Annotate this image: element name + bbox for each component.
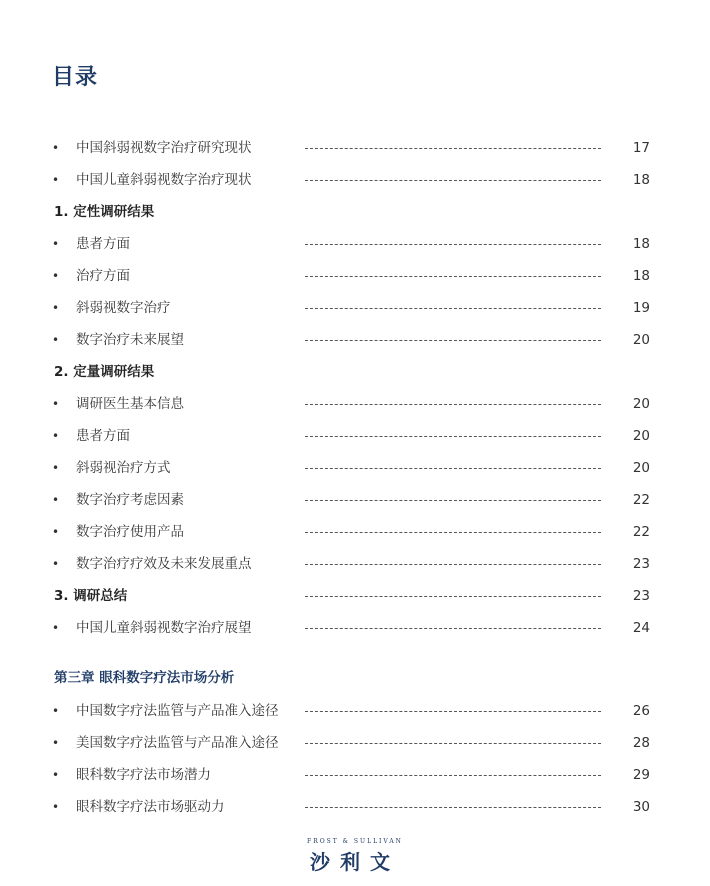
toc-page-number: 18: [632, 268, 650, 284]
bullet-icon: •: [52, 173, 60, 187]
toc-entry[interactable]: [0, 424, 710, 448]
toc-entry-label: 数字治疗疗效及未来发展重点: [76, 556, 252, 572]
dot-leader: [305, 148, 601, 149]
toc-page-number: 18: [632, 236, 650, 252]
dot-leader: [305, 596, 601, 597]
toc-page-number: 23: [632, 588, 650, 604]
toc-entry[interactable]: [0, 763, 710, 787]
toc-page-number: 20: [632, 460, 650, 476]
toc-entry[interactable]: [0, 328, 710, 352]
dot-leader: [305, 711, 601, 712]
bullet-icon: •: [52, 333, 60, 347]
toc-entry-label: 斜弱视数字治疗: [76, 300, 171, 316]
page-title: 目录: [52, 65, 99, 90]
dot-leader: [305, 743, 601, 744]
bullet-icon: •: [52, 768, 60, 782]
toc-page-number: 23: [632, 556, 650, 572]
toc-entry[interactable]: [0, 699, 710, 723]
toc-entry[interactable]: [0, 552, 710, 576]
toc-entry-label: 数字治疗考虑因素: [76, 492, 184, 508]
frost-sullivan-logo: [0, 838, 710, 875]
toc-entry-label: 第三章 眼科数字疗法市场分析: [54, 670, 235, 686]
toc-entry-label: 中国儿童斜弱视数字治疗现状: [76, 172, 252, 188]
toc-entry-label: 眼科数字疗法市场潜力: [76, 767, 211, 783]
bullet-icon: •: [52, 429, 60, 443]
bullet-icon: •: [52, 736, 60, 750]
toc-entry[interactable]: [0, 795, 710, 819]
toc-entry-label: 中国数字疗法监管与产品准入途径: [76, 703, 279, 719]
toc-entry-label: 患者方面: [76, 428, 130, 444]
toc-page-number: 26: [632, 703, 650, 719]
toc-entry-label: 数字治疗未来展望: [76, 332, 184, 348]
dot-leader: [305, 244, 601, 245]
toc-page-number: 30: [632, 799, 650, 815]
toc-page-number: 22: [632, 492, 650, 508]
toc-entry-label: 眼科数字疗法市场驱动力: [76, 799, 225, 815]
bullet-icon: •: [52, 525, 60, 539]
toc-page-number: 20: [632, 396, 650, 412]
toc-entry-label: 斜弱视治疗方式: [76, 460, 171, 476]
toc-entry[interactable]: [0, 136, 710, 160]
dot-leader: [305, 404, 601, 405]
logo-english: FROST & SULLIVAN: [307, 838, 403, 845]
bullet-icon: •: [52, 557, 60, 571]
toc-entry-label: 美国数字疗法监管与产品准入途径: [76, 735, 279, 751]
toc-section-heading[interactable]: [0, 584, 710, 608]
toc-page-number: 18: [632, 172, 650, 188]
toc-entry[interactable]: [0, 392, 710, 416]
toc-entry[interactable]: [0, 264, 710, 288]
toc-entry-label: 治疗方面: [76, 268, 130, 284]
bullet-icon: •: [52, 461, 60, 475]
dot-leader: [305, 308, 601, 309]
bullet-icon: •: [52, 397, 60, 411]
toc-page-number: 28: [632, 735, 650, 751]
toc-entry-label: 患者方面: [76, 236, 130, 252]
dot-leader: [305, 436, 601, 437]
bullet-icon: •: [52, 621, 60, 635]
dot-leader: [305, 180, 601, 181]
dot-leader: [305, 807, 601, 808]
toc-chapter-heading[interactable]: [0, 666, 710, 690]
dot-leader: [305, 276, 601, 277]
toc-entry-label: 1. 定性调研结果: [54, 204, 155, 220]
toc-entry[interactable]: [0, 168, 710, 192]
dot-leader: [305, 775, 601, 776]
toc-entry[interactable]: [0, 616, 710, 640]
dot-leader: [305, 532, 601, 533]
toc-section-heading[interactable]: [0, 200, 710, 224]
toc-page-number: 22: [632, 524, 650, 540]
toc-entry-label: 中国斜弱视数字治疗研究现状: [76, 140, 252, 156]
toc-entry-label: 3. 调研总结: [54, 588, 128, 604]
dot-leader: [305, 500, 601, 501]
dot-leader: [305, 340, 601, 341]
toc-entry[interactable]: [0, 520, 710, 544]
toc-entry-label: 调研医生基本信息: [76, 396, 184, 412]
toc-entry[interactable]: [0, 731, 710, 755]
bullet-icon: •: [52, 141, 60, 155]
bullet-icon: •: [52, 704, 60, 718]
toc-entry[interactable]: [0, 488, 710, 512]
bullet-icon: •: [52, 269, 60, 283]
toc-section-heading[interactable]: [0, 360, 710, 384]
toc-page-number: 19: [632, 300, 650, 316]
toc-page-number: 17: [632, 140, 650, 156]
toc-entry[interactable]: [0, 296, 710, 320]
toc-page-number: 24: [632, 620, 650, 636]
toc-entry[interactable]: [0, 456, 710, 480]
toc-entry-label: 2. 定量调研结果: [54, 364, 155, 380]
toc-entry-label: 中国儿童斜弱视数字治疗展望: [76, 620, 252, 636]
bullet-icon: •: [52, 237, 60, 251]
bullet-icon: •: [52, 301, 60, 315]
bullet-icon: •: [52, 800, 60, 814]
dot-leader: [305, 628, 601, 629]
logo-chinese: 沙利文: [310, 850, 400, 874]
dot-leader: [305, 468, 601, 469]
toc-page-number: 20: [632, 428, 650, 444]
dot-leader: [305, 564, 601, 565]
toc-entry[interactable]: [0, 232, 710, 256]
toc-entry-label: 数字治疗使用产品: [76, 524, 184, 540]
bullet-icon: •: [52, 493, 60, 507]
toc-page-number: 29: [632, 767, 650, 783]
toc-page-number: 20: [632, 332, 650, 348]
